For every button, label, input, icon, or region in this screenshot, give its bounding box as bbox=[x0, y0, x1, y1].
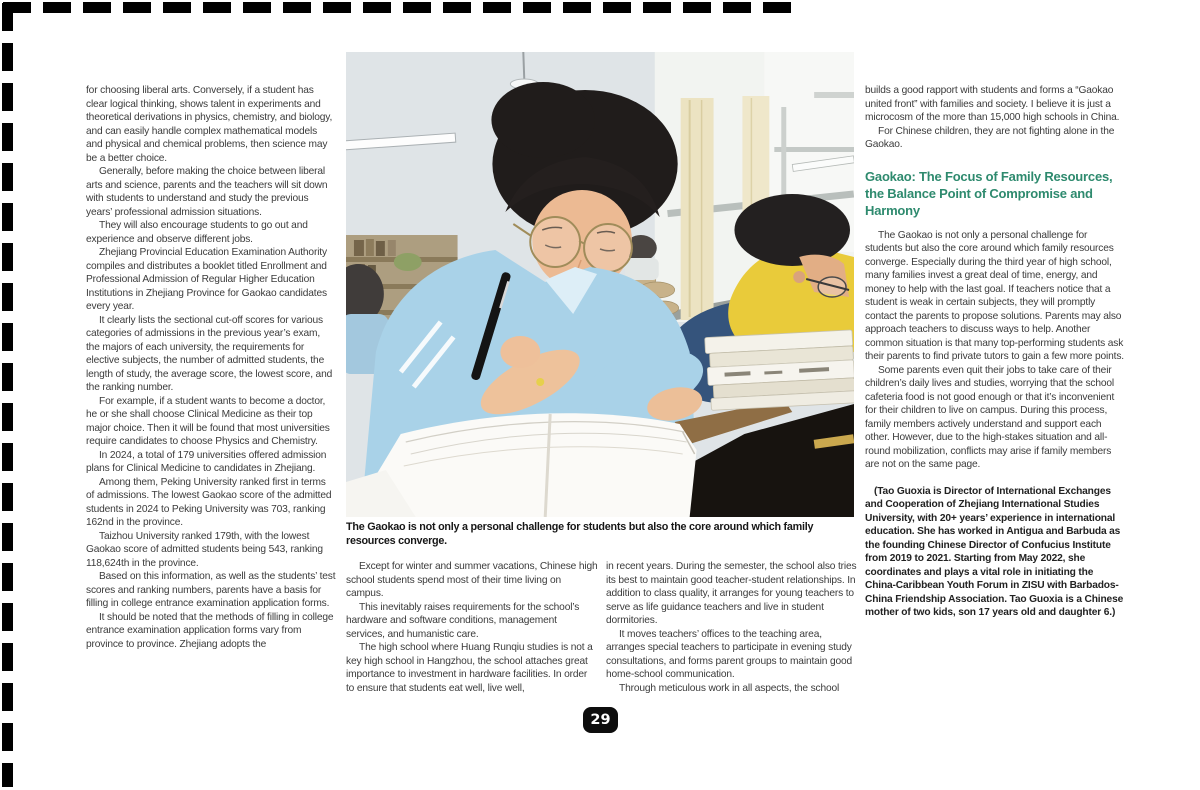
paragraph: Generally, before making the choice between liberal arts and science, parents and the teachers will sit down with students to understand and study the previous years’ professional admission situations. bbox=[86, 166, 328, 218]
right-column-body bbox=[865, 229, 1125, 472]
page-edge-marks-top bbox=[3, 2, 795, 13]
book-stack bbox=[705, 330, 854, 411]
paragraph: Some parents even quit their jobs to take care of their children’s daily lives and studies, worrying that the school cafeteria food is not good enough or that it’s inconvenient for their children to live on campus. During this process, family members actively understand and support each other. However, due to the high-stakes situation and all-round mobilization, conflicts may arise if family members are not on the same page. bbox=[865, 364, 1115, 470]
paragraph: Through meticulous work in all aspects, the school bbox=[619, 682, 840, 694]
right-column-intro bbox=[865, 84, 1125, 152]
paragraph: Except for winter and summer vacations, Chinese high school students spend most of their time living on campus. bbox=[346, 561, 598, 599]
page-number: 29 bbox=[590, 712, 611, 728]
paragraph: The Gaokao is not only a personal challenge for students but also the core around which family resources converge. Especially during the third year of high school, many families invest a great deal of time, energy, and money to help with the last goal. If teachers notice that a student is weak in certain subjects, they will promptly contact the parents to propose solutions. Parents may also approach teachers to discuss ways to help. Another common situation is that many top-performing students ask their parents to find private tutors to gain a few more points. bbox=[865, 229, 1124, 362]
paragraph: For Chinese children, they are not fighting alone in the Gaokao. bbox=[865, 125, 1115, 150]
paragraph: Based on this information, as well as the students’ test scores and ranking numbers, parents have a basis for filling in college entrance examination application forms. bbox=[86, 571, 336, 609]
middle-right-text-column bbox=[606, 560, 858, 695]
paragraph: For example, if a student wants to become a doctor, he or she shall choose Clinical Medicine as their top major choice. Then it will be found that most universities require candidates to choose Physics and Chemistry. bbox=[86, 395, 330, 447]
paragraph: The high school where Huang Runqiu studies is not a key high school in Hangzhou, the school attaches great importance to investment in hardware facilities. In order to ensure that students eat well, live well, bbox=[346, 642, 593, 694]
author-bio-text: (Tao Guoxia is Director of International Exchanges and Cooperation of Zhejiang International Studies University, with 20+ years’ experience in international education. She has worked in Antigua and Barbuda as the founding Chinese Director of Confucius Institute from 2019 to 2021. Starting from May 2022, she coordinates and plays a vital role in initiating the China-Caribbean Youth Forum in ZISU with Barbados-China Friendship Association. Tao Guoxia is a Chinese mother of two kids, son 17 years old and daughter 6.) bbox=[865, 485, 1124, 618]
paragraph: They will also encourage students to go out and experience and observe different jobs. bbox=[86, 220, 308, 245]
paragraph: In 2024, a total of 179 universities offered admission plans for Clinical Medicine to candidates in Zhejiang. bbox=[86, 449, 327, 474]
paragraph: Zhejiang Provincial Education Examination Authority compiles and distributes a booklet titled Enrollment and Professional Admission of Regular Higher Education Institutions in Zhejiang Province for Gaokao candidates every year. bbox=[86, 247, 327, 312]
classroom-photo bbox=[346, 52, 854, 517]
author-bio bbox=[865, 485, 1125, 620]
paragraph: Taizhou University ranked 179th, with the lowest Gaokao score of admitted students being 543, ranking 118,624th in the province. bbox=[86, 530, 323, 569]
paragraph: It moves teachers’ offices to the teaching area, arranges special teachers to participate in evening study consultations, and forms parent groups to maintain good home-school communication. bbox=[606, 628, 853, 680]
right-text-column bbox=[865, 84, 1125, 620]
paragraph: Among them, Peking University ranked first in terms of admissions. The lowest Gaokao score of the admitted students in 2024 to Peking University was 703, ranking 162nd in the province. bbox=[86, 476, 332, 528]
paragraph: in recent years. During the semester, the school also tries its best to maintain good teacher-student relationships. In addition to class quality, it arranges for young teachers to serve as life guidance teachers and live in student dormitories. bbox=[606, 561, 857, 626]
left-text-column bbox=[86, 84, 336, 651]
photo-caption: The Gaokao is not only a personal challenge for students but also the core around which family resources converge. bbox=[346, 521, 814, 547]
paragraph: for choosing liberal arts. Conversely, if a student has clear logical thinking, shows talent in experiments and theoretical derivations in physics, chemistry, and biology, and can easily handle complex mathematical models and physical and chemical problems, then science may be a better choice. bbox=[86, 85, 333, 164]
page-edge-marks-left bbox=[2, 3, 13, 787]
page-number-badge bbox=[583, 707, 618, 733]
middle-left-text-column bbox=[346, 560, 598, 695]
paragraph: This inevitably raises requirements for the school’s hardware and software conditions, management services, and humanistic care. bbox=[346, 601, 580, 640]
classroom-photo-art bbox=[346, 52, 854, 517]
paragraph: It should be noted that the methods of filling in college entrance examination application forms vary from province to province. Zhejiang adopts the bbox=[86, 611, 334, 650]
paragraph: It clearly lists the sectional cut-off scores for various categories of admissions in the previous year’s exam, the majors of each university, the requirements for elective subjects, the number of admitted students, the length of study, the average score, the lowest score, and the ranking number. bbox=[86, 314, 333, 393]
paragraph: builds a good rapport with students and forms a “Gaokao united front” with families and society. I believe it is just a microcosm of the more than 15,000 high schools in China. bbox=[865, 85, 1120, 123]
section-heading: Gaokao: The Focus of Family Resources, the Balance Point of Compromise and Harmony bbox=[865, 168, 1113, 218]
